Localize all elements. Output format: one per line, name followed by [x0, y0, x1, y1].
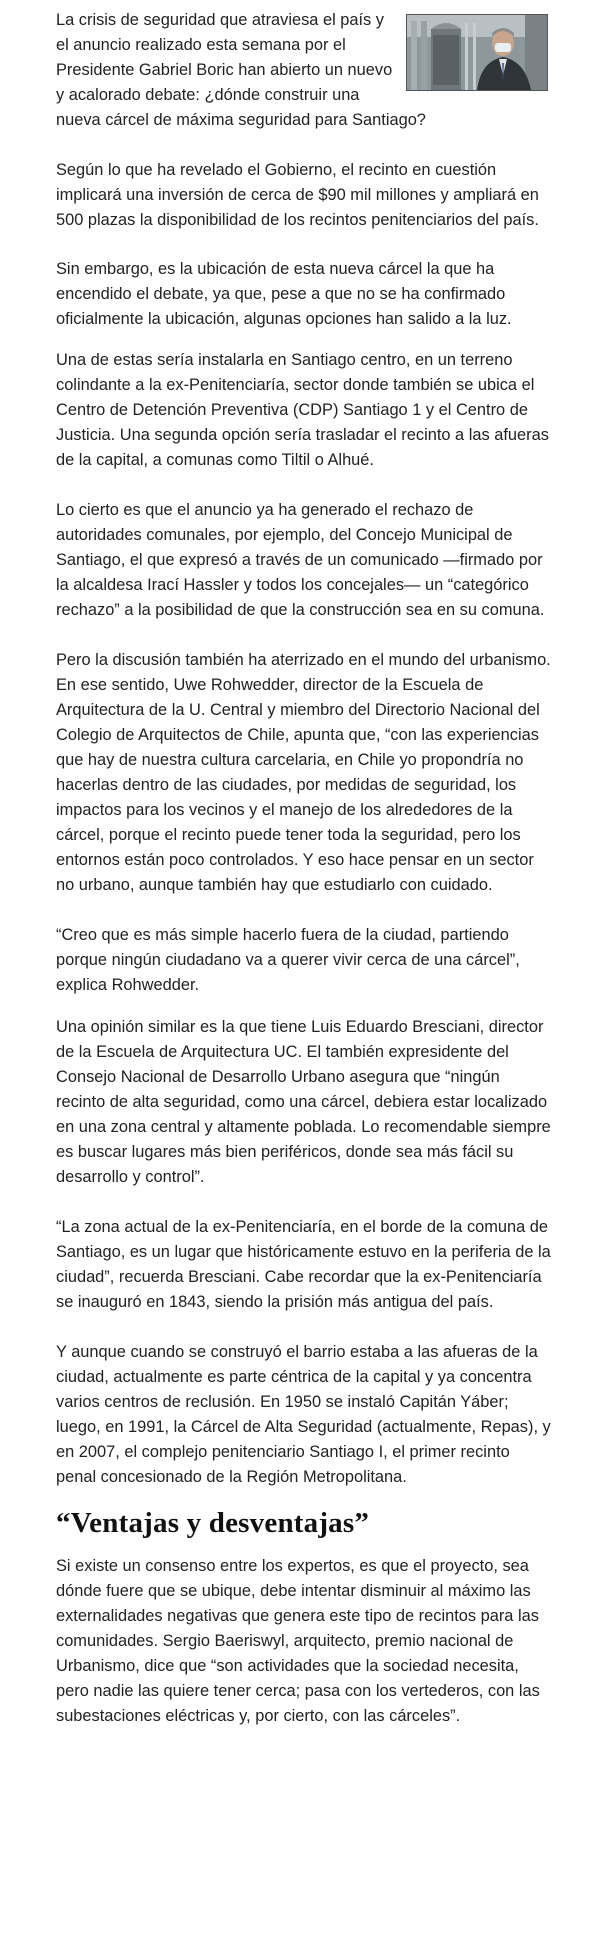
article-paragraph-3: Sin embargo, es la ubicación de esta nueva cárcel la que ha encendido el debate, ya que, pese a que no se ha confirmado oficialmente la ubicación, algunas opciones han salido a la luz.: [56, 260, 512, 328]
article-paragraph-10: Y aunque cuando se construyó el barrio estaba a las afueras de la ciudad, actualmente es parte céntrica de la capital y ya concentra varios centros de reclusión. En 1950 se instaló Capitán Yáber; luego, en 1991, la Cárcel de Alta Seguridad (actualmente, Repas), y en 2007, el complejo penitenciario Santiago I, el primer recinto penal concesionado de la Región Metropolitana.: [56, 1343, 551, 1486]
news-photo[interactable]: [406, 14, 548, 91]
article-paragraph-2: Según lo que ha revelado el Gobierno, el recinto en cuestión implicará una inversión de cerca de $90 mil millones y ampliará en 500 plazas la disponibilidad de los recintos penitenciarios del país.: [56, 161, 539, 229]
article-paragraph-1: [56, 8, 552, 133]
section-heading: “Ventajas y desventajas”: [56, 1507, 370, 1539]
article-paragraph-8: Una opinión similar es la que tiene Luis Eduardo Bresciani, director de la Escuela de Arquitectura UC. El también expresidente del Consejo Nacional de Desarrollo Urbano asegura que “ningún recinto de alta seguridad, como una cárcel, debiera estar localizado en una zona central y altamente poblada. Lo recomendable siempre es buscar lugares más bien periféricos, donde sea más fácil su desarrollo y control”.: [56, 1018, 551, 1186]
article-paragraph-7: “Creo que es más simple hacerlo fuera de la ciudad, partiendo porque ningún ciudadano va a querer vivir cerca de una cárcel”, explica Rohwedder.: [56, 926, 520, 994]
paragraph-text: La crisis de seguridad que atraviesa el país y el anuncio realizado esta semana por el Presidente Gabriel Boric han abierto un nuevo y acalorado debate: ¿dónde construir una nueva cárcel de máxima seguridad para Santiago?: [56, 11, 426, 129]
section-paragraph-1: Si existe un consenso entre los expertos, es que el proyecto, sea dónde fuere que se ubique, debe intentar disminuir al máximo las externalidades negativas que genera este tipo de recintos para las comunidades. Sergio Baeriswyl, arquitecto, premio nacional de Urbanismo, dice que “son actividades que la sociedad necesita, pero nadie las quiere tener cerca; pasa con los vertederos, con las subestaciones eléctricas y, por cierto, con las cárceles”.: [56, 1557, 540, 1725]
article-body: [56, 8, 552, 1729]
man-with-mask-photo-icon: [407, 15, 547, 90]
article-paragraph-6: Pero la discusión también ha aterrizado en el mundo del urbanismo. En ese sentido, Uwe Rohwedder, director de la Escuela de Arquitectura de la U. Central y miembro del Directorio Nacional del Colegio de Arquitectos de Chile, apunta que, “con las experiencias que hay de nuestra cultura carcelaria, en Chile yo propondría no hacerlas dentro de las ciudades, por medidas de seguridad, los impactos para los vecinos y el manejo de los alrededores de la cárcel, porque el recinto puede tener toda la seguridad, pero los entornos están poco controlados. Y eso hace pensar en un sector no urbano, aunque también hay que estudiarlo con cuidado.: [56, 651, 551, 894]
article-paragraph-5: Lo cierto es que el anuncio ya ha generado el rechazo de autoridades comunales, por ejemplo, del Concejo Municipal de Santiago, el que expresó a través de un comunicado —firmado por la alcaldesa Irací Hassler y todos los concejales— un “categórico rechazo” a la posibilidad de que la construcción sea en su comuna.: [56, 501, 545, 619]
article-paragraph-9: “La zona actual de la ex-Penitenciaría, en el borde de la comuna de Santiago, es un lugar que históricamente estuvo en la periferia de la ciudad”, recuerda Bresciani. Cabe recordar que la ex-Penitenciaría se inauguró en 1843, siendo la prisión más antigua del país.: [56, 1218, 551, 1311]
article-paragraph-4: Una de estas sería instalarla en Santiago centro, en un terreno colindante a la ex-Penitenciaría, sector donde también se ubica el Centro de Detención Preventiva (CDP) Santiago 1 y el Centro de Justicia. Una segunda opción sería trasladar el recinto a las afueras de la capital, a comunas como Tiltil o Alhué.: [56, 351, 549, 469]
